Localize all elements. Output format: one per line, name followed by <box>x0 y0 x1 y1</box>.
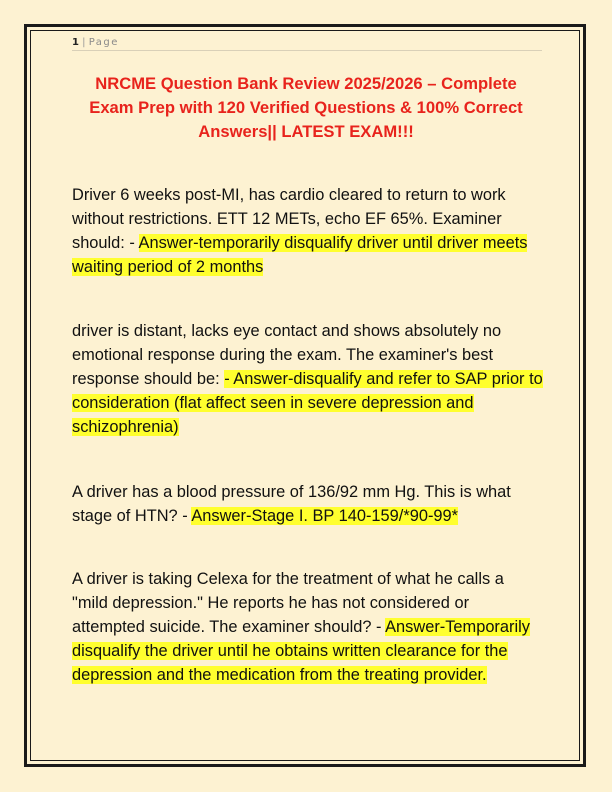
answer-text: - Answer-disqualify and refer to SAP prior to consideration (flat affect seen in severe depression and schizophrenia) <box>72 370 543 436</box>
page-label: Page <box>88 37 119 48</box>
question-block-3 <box>72 480 544 528</box>
page-separator: | <box>82 37 86 48</box>
page-number: 1 <box>72 37 79 48</box>
page-header <box>72 37 542 51</box>
question-text: A driver has a blood pressure of 136/92 mm Hg. This is what stage of HTN? - <box>72 483 511 525</box>
question-block-4 <box>72 567 544 687</box>
answer-text: Answer-temporarily disqualify driver until driver meets waiting period of 2 months <box>72 234 528 276</box>
answer-text: Answer-Stage I. BP 140-159/*90-99* <box>191 507 459 525</box>
question-block-1 <box>72 183 544 279</box>
answer-text: Answer-Temporarily disqualify the driver until he obtains written clearance for the depression and the medication from the treating provider. <box>72 618 530 684</box>
question-block-2 <box>72 319 544 439</box>
question-text: A driver is taking Celexa for the treatment of what he calls a "mild depression." He reports he has not considered or attempted suicide. The examiner should? - <box>72 570 504 636</box>
question-text: driver is distant, lacks eye contact and shows absolutely no emotional response during the exam. The examiner's best response should be: <box>72 322 502 388</box>
document-title: NRCME Question Bank Review 2025/2026 – Complete Exam Prep with 120 Verified Questions & 100% Correct Answers|| LATEST EXAM!!! <box>89 74 523 141</box>
question-text: Driver 6 weeks post-MI, has cardio cleared to return to work without restrictions. ETT 12 METs, echo EF 65%. Examiner should: - <box>72 186 506 252</box>
